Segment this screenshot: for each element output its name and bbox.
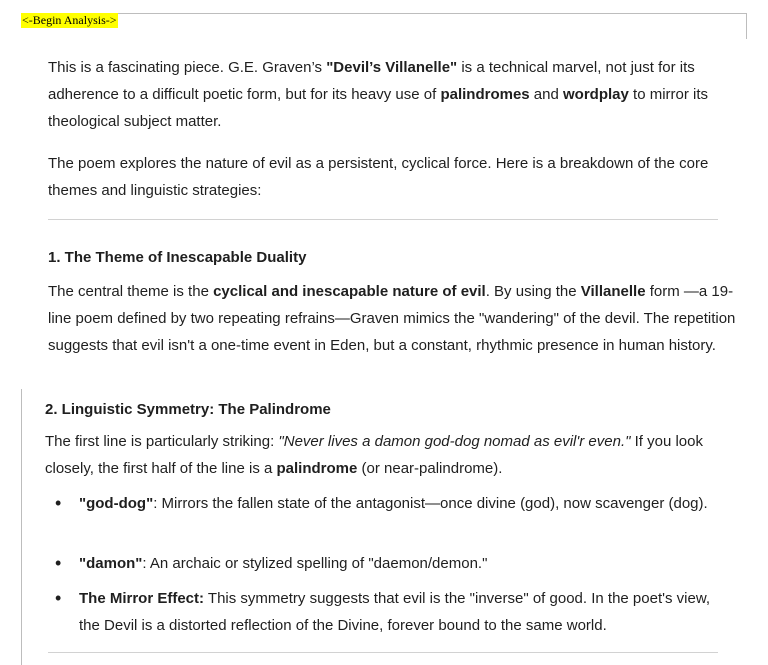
- s1-bold-theme: cyclical and inescapable nature of evil: [213, 283, 486, 300]
- bullet-item-2: [79, 550, 719, 577]
- term-palindromes: palindromes: [440, 86, 530, 103]
- poem-title: "Devil’s Villanelle": [326, 59, 458, 76]
- section-2-heading: 2. Linguistic Symmetry: The Palindrome: [45, 401, 331, 418]
- bullet-2-term: "damon": [79, 555, 143, 572]
- bullet-item-1: [79, 490, 719, 517]
- intro-text-2: is a technical marvel, not just for its adherence to a difficult poetic form, but for its heavy use of: [48, 59, 695, 103]
- intro-text-3: and: [529, 86, 564, 103]
- frame-left-border: [21, 389, 22, 665]
- s1-text-2: . By using the: [485, 283, 581, 300]
- divider: [48, 219, 718, 220]
- intro-text-4: to mirror its theological subject matter.: [48, 86, 709, 130]
- section-2-paragraph: [45, 428, 735, 482]
- bullet-3-text: This symmetry suggests that evil is the "inverse" of good. In the poet's view, the Devil is a distorted reflection of the Divine, forever bound to the same world.: [79, 590, 710, 634]
- s1-text-3: form —a 19-line poem defined by two repeating refrains—Graven mimics the "wandering" of the devil. The repetition suggests that evil isn't a one-time event in Eden, but a constant, rhythmic presence in human history.: [48, 283, 736, 354]
- bullet-dot-3: •: [55, 588, 62, 608]
- term-wordplay: wordplay: [563, 86, 629, 103]
- s2-bold-palindrome: palindrome: [276, 460, 358, 477]
- divider-bottom: [48, 652, 718, 653]
- bullet-dot-2: •: [55, 553, 62, 573]
- section-1-heading: 1. The Theme of Inescapable Duality: [48, 249, 307, 266]
- frame-right-border: [746, 13, 747, 39]
- intro-text-1: This is a fascinating piece. G.E. Graven’s: [48, 59, 327, 76]
- bullet-dot-1: •: [55, 493, 62, 513]
- s2-text-2: If you look closely, the first half of the line is a: [45, 433, 703, 477]
- begin-analysis-tag: <-Begin Analysis->: [22, 13, 117, 27]
- bullet-1-text: : Mirrors the fallen state of the antagonist—once divine (god), now scavenger (dog).: [153, 495, 708, 512]
- s1-text-1: The central theme is the: [48, 283, 214, 300]
- bullet-3-term: The Mirror Effect:: [79, 590, 205, 607]
- s2-quote: "Never lives a damon god-dog nomad as evil'r even.": [278, 433, 631, 450]
- bullet-item-3: [79, 585, 719, 639]
- s2-text-3: (or near-palindrome).: [357, 460, 503, 477]
- s2-text-1: The first line is particularly striking:: [45, 433, 279, 450]
- intro-paragraph-1: [48, 54, 738, 135]
- s1-bold-villanelle: Villanelle: [580, 283, 646, 300]
- bullet-2-text: : An archaic or stylized spelling of "daemon/demon.": [142, 555, 488, 572]
- frame-top-border: [21, 13, 747, 14]
- section-1-paragraph: [48, 278, 738, 359]
- intro-paragraph-2: The poem explores the nature of evil as a persistent, cyclical force. Here is a breakdown of the core themes and linguistic strategies:: [48, 155, 709, 199]
- bullet-1-term: "god-dog": [79, 495, 154, 512]
